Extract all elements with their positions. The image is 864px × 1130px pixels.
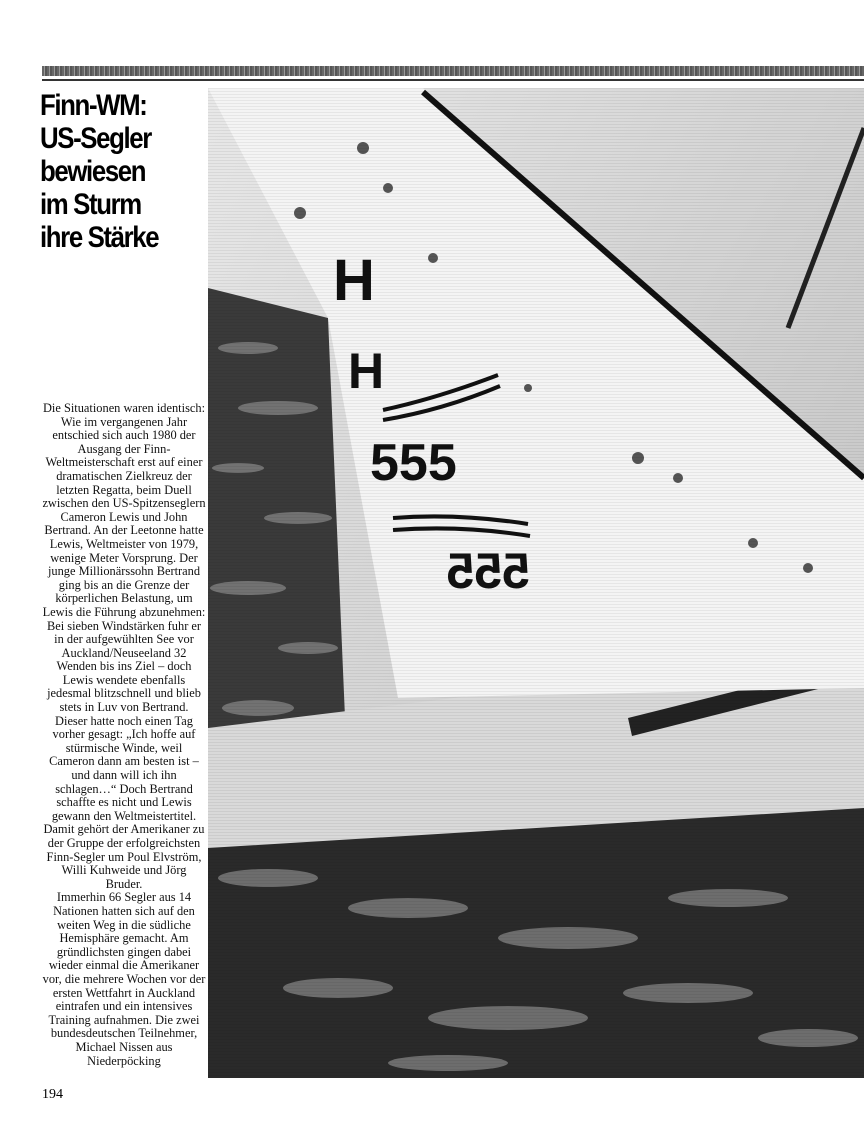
- article-paragraph-2: Immerhin 66 Segler aus 14 Nationen hatten sich auf den weiten Weg in die südliche Hemisphäre gemacht. Am gründlichsten gingen dabei wieder einmal die Amerikaner vor, die mehrere Wochen vor der ersten Wettfahrt in Auckland eintrafen und ein intensives Training aufnahmen. Die zwei bundesdeutschen Teilnehmer, Michael Nissen aus Niederpöcking: [42, 890, 206, 1068]
- headline-line-5: ihre Stärke: [40, 221, 159, 254]
- headline-line-1: Finn-WM:: [40, 89, 147, 122]
- sailboat-photo: [208, 88, 864, 1078]
- headline-line-2: US-Segler: [40, 122, 151, 155]
- page-number: 194: [42, 1087, 63, 1102]
- headline: [40, 89, 183, 254]
- article-body: [42, 402, 206, 1068]
- top-rule-line: [42, 79, 864, 81]
- headline-line-4: im Sturm: [40, 188, 141, 221]
- headline-line-3: bewiesen: [40, 155, 146, 188]
- top-rule-bar: [42, 66, 864, 76]
- sailboat-photo-illustration: [208, 88, 864, 1078]
- article-paragraph-1: Die Situationen waren identisch: Wie im vergangenen Jahr entschied sich auch 1980 der Ausgang der Finn-Weltmeisterschaft erst auf einer dramatischen Zielkreuz der letzten Regatta, beim Duell zwischen den US-Spitzenseglern Cameron Lewis und John Bertrand. An der Leetonne hatte Lewis, Weltmeister von 1979, wenige Meter Vorsprung. Der junge Millionärssohn Bertrand ging bis an die Grenze der körperlichen Belastung, um Lewis die Führung abzunehmen: Bei sieben Windstärken fuhr er in der aufgewühlten See vor Auckland/Neuseeland 32 Wenden bis ins Ziel – doch Lewis wendete ebenfalls jedesmal blitzschnell und blieb stets in Luv von Bertrand. Dieser hatte noch einen Tag vorher gesagt: „Ich hoffe auf stürmische Winde, weil Cameron dann am besten ist – und dann will ich ihn schlagen…“ Doch Bertrand schaffte es nicht und Lewis gewann den Weltmeistertitel. Damit gehört der Amerikaner zu der Gruppe der erfolgreichsten Finn-Segler um Poul Elvström, Willi Kuhweide und Jörg Bruder.: [42, 401, 206, 891]
